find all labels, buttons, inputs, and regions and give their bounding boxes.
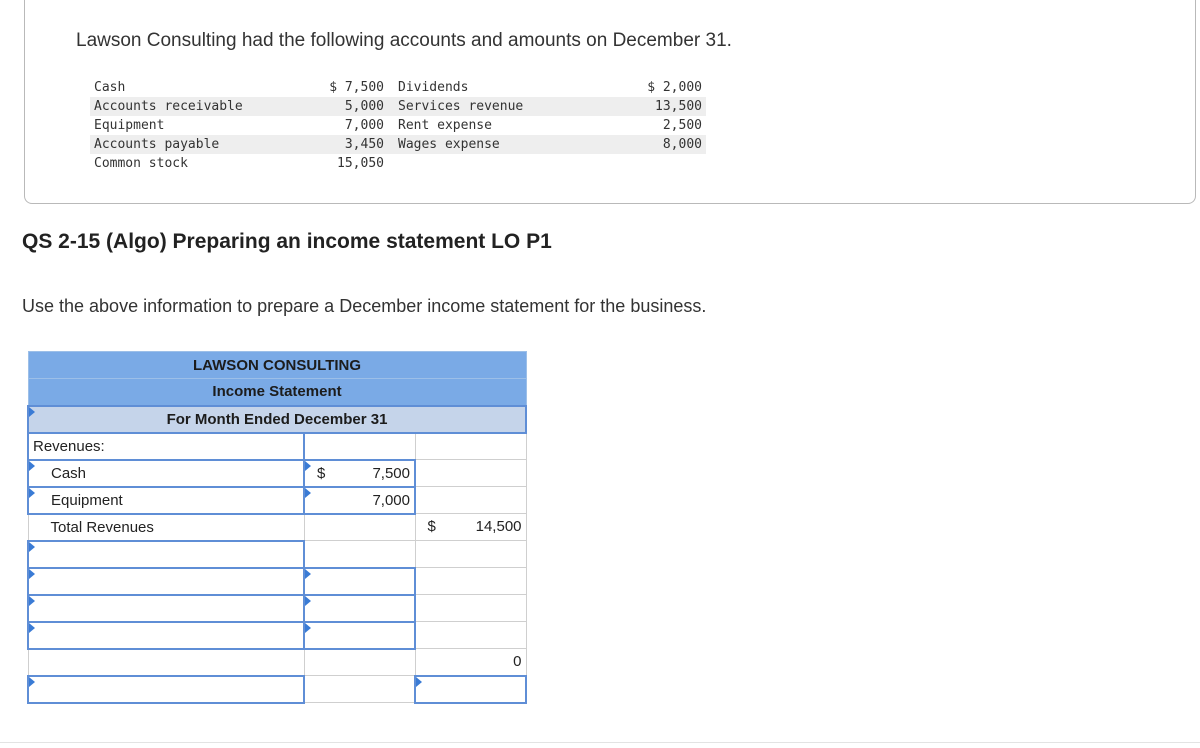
statement-row: [28, 568, 526, 595]
period-field[interactable]: [28, 406, 526, 433]
account-amount: 13,500: [634, 97, 706, 116]
statement-row: [28, 622, 526, 649]
empty-cell: [304, 514, 415, 541]
statement-row: [28, 649, 526, 676]
account-name: Services revenue: [388, 97, 634, 116]
total-revenues-amount-cell: [415, 514, 526, 541]
input-flag-icon: [305, 569, 311, 579]
input-flag-icon: [305, 596, 311, 606]
account-name: Accounts payable: [90, 135, 324, 154]
statement-header-row: [28, 352, 526, 379]
total-revenues-amount: 14,500: [475, 518, 522, 535]
accounts-table: [90, 78, 706, 173]
total-revenues-label: Total Revenues: [28, 514, 304, 541]
empty-cell: [415, 622, 526, 649]
input-flag-icon: [305, 488, 311, 498]
expense-line-2-amount-field[interactable]: [304, 595, 415, 622]
statement-title: Income Statement: [28, 379, 526, 406]
revenue-line-1-field[interactable]: [28, 460, 304, 487]
expense-label-field[interactable]: [28, 541, 304, 568]
statement-row: [28, 433, 526, 460]
expense-line-3-amount-field[interactable]: [304, 622, 415, 649]
input-flag-icon: [305, 461, 311, 471]
revenue-line-1-amount-field[interactable]: [304, 460, 415, 487]
empty-cell: [304, 649, 415, 676]
account-name: Wages expense: [388, 135, 634, 154]
statement-row: [28, 595, 526, 622]
revenue-line-2-amount: 7,000: [372, 491, 410, 509]
account-row: [90, 78, 706, 97]
statement-header-row: [28, 406, 526, 433]
currency-symbol: $: [317, 464, 326, 482]
account-row: [90, 116, 706, 135]
account-amount: 5,000: [324, 97, 388, 116]
statement-row: [28, 514, 526, 541]
question-title: QS 2-15 (Algo) Preparing an income statement LO P1: [22, 230, 552, 253]
empty-cell: [415, 541, 526, 568]
expense-line-2-field[interactable]: [28, 595, 304, 622]
question-instruction: Use the above information to prepare a December income statement for the business.: [22, 296, 707, 316]
period-label: For Month Ended December 31: [166, 410, 388, 428]
input-flag-icon: [416, 677, 422, 687]
input-flag-icon: [29, 542, 35, 552]
input-flag-icon: [29, 569, 35, 579]
account-amount: $ 2,000: [647, 80, 702, 95]
statement-header-row: [28, 379, 526, 406]
input-flag-icon: [29, 677, 35, 687]
empty-cell: [304, 541, 415, 568]
input-flag-icon: [305, 623, 311, 633]
input-flag-icon: [29, 407, 35, 417]
empty-cell: [415, 460, 526, 487]
account-row: [90, 154, 706, 173]
expense-line-1-amount-field[interactable]: [304, 568, 415, 595]
account-name: Dividends: [398, 80, 469, 95]
bottom-divider: [0, 742, 1200, 743]
expense-line-3-field[interactable]: [28, 622, 304, 649]
empty-cell: [415, 433, 526, 460]
account-row: [90, 97, 706, 116]
currency-symbol: $: [427, 518, 436, 535]
account-amount: 2,500: [662, 118, 702, 133]
account-amount: 3,450: [324, 135, 388, 154]
statement-row: [28, 487, 526, 514]
computed-amount-cell: [415, 649, 526, 676]
revenue-line-2-label: Equipment: [51, 491, 123, 509]
statement-row: [28, 460, 526, 487]
computed-amount: 0: [513, 653, 522, 670]
empty-cell: [304, 433, 415, 460]
account-amount: 7,000: [344, 118, 384, 133]
intro-text: Lawson Consulting had the following accounts and amounts on December 31.: [76, 30, 732, 51]
account-row: [90, 135, 706, 154]
empty-cell: [415, 487, 526, 514]
account-name: Accounts receivable: [90, 97, 324, 116]
empty-cell: [415, 595, 526, 622]
account-name: Common stock: [94, 156, 188, 171]
revenue-line-2-amount-field[interactable]: [304, 487, 415, 514]
empty-cell: [415, 568, 526, 595]
revenue-line-1-amount: 7,500: [372, 464, 410, 482]
net-income-amount-field[interactable]: [415, 676, 526, 703]
statement-row: [28, 541, 526, 568]
statement-row: [28, 676, 526, 703]
empty-cell: [28, 649, 304, 676]
account-amount: 15,050: [337, 156, 384, 171]
account-amount: $ 7,500: [329, 80, 384, 95]
income-statement-worksheet: [27, 351, 527, 704]
empty-cell: [304, 676, 415, 703]
revenue-line-1-label: Cash: [51, 464, 87, 482]
account-name: [388, 154, 634, 173]
revenue-line-2-field[interactable]: [28, 487, 304, 514]
input-flag-icon: [29, 461, 35, 471]
account-name: Equipment: [94, 118, 165, 133]
input-flag-icon: [29, 488, 35, 498]
revenues-label: Revenues:: [33, 437, 105, 455]
account-amount: [634, 154, 706, 173]
net-income-label-field[interactable]: [28, 676, 304, 703]
company-name: LAWSON CONSULTING: [28, 352, 526, 379]
account-name: Cash: [94, 80, 126, 95]
revenues-label-field[interactable]: [28, 433, 304, 460]
expense-line-1-field[interactable]: [28, 568, 304, 595]
account-amount: 8,000: [634, 135, 706, 154]
input-flag-icon: [29, 596, 35, 606]
input-flag-icon: [29, 623, 35, 633]
account-name: Rent expense: [398, 118, 492, 133]
